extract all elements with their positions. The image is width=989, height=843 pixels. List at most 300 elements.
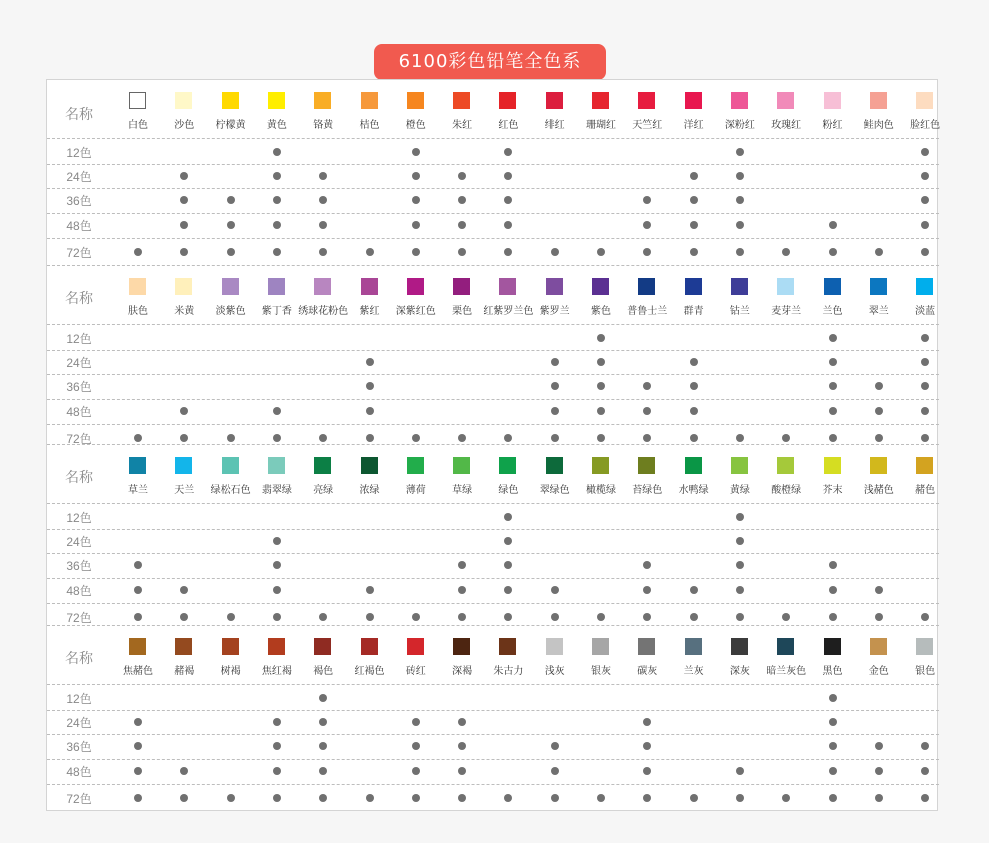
color-name: 绿松石色	[210, 485, 251, 496]
color-name: 焦赭色	[123, 666, 153, 677]
inclusion-dot	[690, 358, 698, 366]
chart-title: 6100彩色铅笔全色系	[374, 44, 606, 80]
inclusion-dot	[921, 742, 929, 750]
inclusion-dot	[180, 196, 188, 204]
color-name: 砖红	[405, 666, 426, 677]
color-name: 浅赭色	[863, 485, 894, 496]
color-section	[47, 80, 939, 266]
inclusion-dot	[366, 586, 374, 594]
inclusion-dot	[134, 248, 142, 256]
inclusion-dot	[227, 248, 235, 256]
row-divider	[47, 529, 939, 530]
inclusion-dot	[273, 561, 281, 569]
color-name: 群青	[683, 306, 704, 317]
row-divider	[47, 503, 939, 504]
inclusion-dot	[690, 586, 698, 594]
inclusion-dot	[412, 196, 420, 204]
inclusion-dot	[504, 248, 512, 256]
row-divider	[47, 578, 939, 579]
row-divider	[47, 553, 939, 554]
color-name: 紫丁香	[261, 306, 292, 317]
color-name: 天兰	[174, 485, 195, 496]
color-swatch	[175, 92, 192, 109]
color-swatch	[268, 638, 285, 655]
inclusion-dot	[273, 407, 281, 415]
inclusion-dot	[504, 561, 512, 569]
inclusion-dot	[458, 794, 466, 802]
color-name: 兰色	[822, 306, 843, 317]
color-name: 碳灰	[637, 666, 658, 677]
inclusion-dot	[736, 513, 744, 521]
inclusion-dot	[180, 434, 188, 442]
color-swatch	[453, 278, 470, 295]
inclusion-dot	[134, 794, 142, 802]
color-name: 银色	[915, 666, 936, 677]
color-swatch	[546, 278, 563, 295]
color-name: 浓绿	[359, 485, 380, 496]
color-swatch	[175, 278, 192, 295]
inclusion-dot	[504, 586, 512, 594]
inclusion-dot	[829, 358, 837, 366]
color-name: 深粉红	[724, 120, 755, 131]
color-name: 麦芽兰	[771, 306, 802, 317]
color-name: 绿色	[498, 485, 519, 496]
inclusion-dot	[597, 613, 605, 621]
inclusion-dot	[180, 407, 188, 415]
color-swatch	[685, 457, 702, 474]
color-name: 翠绿色	[539, 485, 570, 496]
color-name: 暗兰灰色	[766, 666, 807, 677]
inclusion-dot	[458, 434, 466, 442]
inclusion-dot	[319, 742, 327, 750]
inclusion-dot	[366, 248, 374, 256]
color-swatch	[685, 278, 702, 295]
inclusion-dot	[180, 767, 188, 775]
row-label: 36色	[66, 559, 92, 573]
inclusion-dot	[134, 613, 142, 621]
inclusion-dot	[273, 148, 281, 156]
color-name: 淡紫色	[215, 306, 246, 317]
header-label: 名称	[65, 106, 93, 122]
inclusion-dot	[319, 248, 327, 256]
inclusion-dot	[319, 767, 327, 775]
color-swatch	[314, 92, 331, 109]
inclusion-dot	[597, 248, 605, 256]
color-name: 绣球花粉色	[298, 306, 349, 317]
inclusion-dot	[504, 196, 512, 204]
inclusion-dot	[643, 742, 651, 750]
inclusion-dot	[273, 248, 281, 256]
color-name: 珊瑚红	[586, 120, 616, 131]
color-swatch	[777, 92, 794, 109]
color-name: 橄榄绿	[586, 485, 616, 496]
inclusion-dot	[366, 613, 374, 621]
inclusion-dot	[366, 407, 374, 415]
color-swatch	[222, 278, 239, 295]
inclusion-dot	[504, 794, 512, 802]
color-name: 树褐	[220, 666, 241, 677]
color-name: 鲑肉色	[863, 120, 894, 131]
inclusion-dot	[134, 434, 142, 442]
inclusion-dot	[643, 382, 651, 390]
inclusion-dot	[829, 586, 837, 594]
color-swatch	[916, 92, 933, 109]
inclusion-dot	[829, 248, 837, 256]
color-name: 深灰	[729, 666, 750, 677]
color-swatch	[453, 92, 470, 109]
color-swatch	[222, 638, 239, 655]
inclusion-dot	[690, 613, 698, 621]
inclusion-dot	[458, 742, 466, 750]
inclusion-dot	[319, 221, 327, 229]
inclusion-dot	[921, 334, 929, 342]
row-label: 36色	[66, 740, 92, 754]
color-swatch	[129, 278, 146, 295]
row-divider	[47, 684, 939, 685]
inclusion-dot	[273, 537, 281, 545]
inclusion-dot	[412, 718, 420, 726]
row-divider	[47, 164, 939, 165]
color-name: 赭色	[915, 485, 936, 496]
color-name: 洋红	[683, 120, 704, 131]
inclusion-dot	[504, 513, 512, 521]
inclusion-dot	[690, 434, 698, 442]
color-name: 桔色	[359, 120, 380, 131]
color-name: 柠檬黄	[215, 120, 246, 131]
inclusion-dot	[412, 172, 420, 180]
inclusion-dot	[782, 248, 790, 256]
color-name: 酸橙绿	[771, 485, 802, 496]
inclusion-dot	[597, 407, 605, 415]
inclusion-dot	[458, 196, 466, 204]
inclusion-dot	[551, 586, 559, 594]
inclusion-dot	[597, 382, 605, 390]
inclusion-dot	[458, 221, 466, 229]
inclusion-dot	[458, 586, 466, 594]
color-swatch	[731, 457, 748, 474]
inclusion-dot	[273, 172, 281, 180]
color-swatch	[222, 92, 239, 109]
color-name: 肤色	[128, 306, 148, 317]
color-name: 草绿	[452, 485, 473, 496]
inclusion-dot	[782, 613, 790, 621]
inclusion-dot	[134, 586, 142, 594]
color-swatch	[731, 638, 748, 655]
color-swatch	[314, 638, 331, 655]
color-name: 紫红	[359, 306, 380, 317]
color-swatch	[824, 638, 841, 655]
inclusion-dot	[921, 407, 929, 415]
color-swatch	[685, 92, 702, 109]
inclusion-dot	[782, 794, 790, 802]
row-label: 72色	[66, 432, 92, 446]
inclusion-dot	[551, 382, 559, 390]
inclusion-dot	[829, 742, 837, 750]
color-table	[46, 79, 941, 811]
color-name: 翡翠绿	[261, 485, 292, 496]
row-label: 12色	[66, 332, 92, 346]
color-swatch	[592, 92, 609, 109]
inclusion-dot	[875, 248, 883, 256]
color-name: 朱古力	[493, 666, 524, 677]
color-name: 米黄	[174, 306, 195, 317]
row-divider	[47, 784, 939, 785]
color-swatch	[129, 92, 146, 109]
color-name: 紫罗兰	[539, 306, 570, 317]
color-swatch	[731, 278, 748, 295]
row-label: 48色	[66, 405, 92, 419]
row-divider	[47, 759, 939, 760]
inclusion-dot	[736, 794, 744, 802]
inclusion-dot	[551, 407, 559, 415]
color-swatch	[777, 457, 794, 474]
color-swatch	[870, 92, 887, 109]
color-name: 粉红	[822, 120, 843, 131]
inclusion-dot	[412, 767, 420, 775]
row-label: 72色	[66, 246, 92, 260]
inclusion-dot	[134, 742, 142, 750]
inclusion-dot	[458, 561, 466, 569]
inclusion-dot	[829, 561, 837, 569]
row-divider	[47, 350, 939, 351]
color-swatch	[175, 638, 192, 655]
color-name: 水鸭绿	[678, 485, 709, 496]
color-name: 赭褐	[174, 666, 195, 677]
color-swatch	[870, 638, 887, 655]
inclusion-dot	[458, 248, 466, 256]
color-name: 褐色	[313, 666, 334, 677]
color-swatch	[870, 278, 887, 295]
inclusion-dot	[180, 586, 188, 594]
inclusion-dot	[458, 172, 466, 180]
inclusion-dot	[921, 358, 929, 366]
color-section	[47, 266, 939, 445]
row-divider	[47, 603, 939, 604]
color-name: 深褐	[452, 666, 473, 677]
inclusion-dot	[921, 767, 929, 775]
color-swatch	[222, 457, 239, 474]
inclusion-dot	[736, 613, 744, 621]
inclusion-dot	[227, 196, 235, 204]
color-name: 金色	[868, 666, 889, 677]
color-swatch	[638, 638, 655, 655]
color-name: 银灰	[591, 666, 611, 677]
row-label: 24色	[66, 170, 92, 184]
color-swatch	[499, 278, 516, 295]
inclusion-dot	[319, 613, 327, 621]
inclusion-dot	[227, 794, 235, 802]
inclusion-dot	[875, 613, 883, 621]
row-label: 48色	[66, 765, 92, 779]
inclusion-dot	[921, 172, 929, 180]
color-name: 沙色	[174, 120, 195, 131]
color-swatch	[916, 278, 933, 295]
color-swatch	[638, 457, 655, 474]
inclusion-dot	[597, 358, 605, 366]
inclusion-dot	[921, 434, 929, 442]
color-name: 红褐色	[354, 666, 385, 677]
inclusion-dot	[829, 794, 837, 802]
inclusion-dot	[829, 407, 837, 415]
color-name: 淡蓝	[915, 306, 936, 317]
inclusion-dot	[551, 613, 559, 621]
inclusion-dot	[458, 767, 466, 775]
inclusion-dot	[643, 434, 651, 442]
color-swatch	[361, 457, 378, 474]
inclusion-dot	[829, 221, 837, 229]
inclusion-dot	[551, 742, 559, 750]
inclusion-dot	[829, 718, 837, 726]
inclusion-dot	[319, 434, 327, 442]
inclusion-dot	[273, 221, 281, 229]
color-swatch	[824, 92, 841, 109]
color-name: 焦红褐	[261, 666, 292, 677]
color-name: 黄绿	[729, 485, 750, 496]
inclusion-dot	[504, 221, 512, 229]
inclusion-dot	[736, 434, 744, 442]
inclusion-dot	[227, 434, 235, 442]
color-name: 紫色	[591, 306, 611, 317]
row-label: 72色	[66, 611, 92, 625]
color-swatch	[777, 638, 794, 655]
inclusion-dot	[875, 794, 883, 802]
inclusion-dot	[921, 221, 929, 229]
color-swatch	[407, 457, 424, 474]
color-swatch	[314, 278, 331, 295]
row-label: 12色	[66, 511, 92, 525]
inclusion-dot	[366, 434, 374, 442]
inclusion-dot	[643, 613, 651, 621]
inclusion-dot	[736, 586, 744, 594]
color-swatch	[453, 457, 470, 474]
inclusion-dot	[180, 248, 188, 256]
row-label: 36色	[66, 380, 92, 394]
color-swatch	[685, 638, 702, 655]
inclusion-dot	[551, 358, 559, 366]
inclusion-dot	[643, 586, 651, 594]
row-label: 12色	[66, 692, 92, 706]
inclusion-dot	[273, 613, 281, 621]
inclusion-dot	[921, 248, 929, 256]
inclusion-dot	[134, 767, 142, 775]
color-name: 黄色	[266, 120, 287, 131]
inclusion-dot	[597, 334, 605, 342]
color-name: 栗色	[452, 306, 473, 317]
inclusion-dot	[643, 196, 651, 204]
color-swatch	[824, 457, 841, 474]
row-divider	[47, 138, 939, 139]
row-divider	[47, 188, 939, 189]
row-divider	[47, 324, 939, 325]
inclusion-dot	[504, 434, 512, 442]
inclusion-dot	[829, 613, 837, 621]
inclusion-dot	[551, 767, 559, 775]
color-swatch	[638, 92, 655, 109]
color-swatch	[361, 278, 378, 295]
color-swatch	[592, 457, 609, 474]
inclusion-dot	[921, 794, 929, 802]
inclusion-dot	[782, 434, 790, 442]
inclusion-dot	[597, 434, 605, 442]
color-section	[47, 626, 939, 812]
inclusion-dot	[875, 586, 883, 594]
inclusion-dot	[180, 613, 188, 621]
inclusion-dot	[319, 172, 327, 180]
inclusion-dot	[875, 434, 883, 442]
color-name: 草兰	[128, 485, 148, 496]
color-name: 红紫罗兰色	[483, 306, 534, 317]
color-swatch	[175, 457, 192, 474]
color-name: 芥末	[822, 485, 843, 496]
color-name: 绯红	[544, 120, 565, 131]
color-swatch	[546, 457, 563, 474]
color-name: 红色	[498, 120, 519, 131]
color-swatch	[268, 278, 285, 295]
inclusion-dot	[412, 148, 420, 156]
row-label: 72色	[66, 792, 92, 806]
inclusion-dot	[412, 742, 420, 750]
inclusion-dot	[829, 382, 837, 390]
inclusion-dot	[273, 718, 281, 726]
inclusion-dot	[366, 382, 374, 390]
inclusion-dot	[273, 794, 281, 802]
header-label: 名称	[65, 650, 93, 666]
inclusion-dot	[412, 221, 420, 229]
inclusion-dot	[458, 718, 466, 726]
color-swatch	[499, 638, 516, 655]
inclusion-dot	[319, 718, 327, 726]
row-label: 48色	[66, 219, 92, 233]
inclusion-dot	[319, 794, 327, 802]
inclusion-dot	[875, 767, 883, 775]
inclusion-dot	[180, 794, 188, 802]
color-name: 朱红	[452, 120, 473, 131]
inclusion-dot	[412, 434, 420, 442]
inclusion-dot	[273, 586, 281, 594]
inclusion-dot	[690, 794, 698, 802]
inclusion-dot	[412, 613, 420, 621]
inclusion-dot	[504, 613, 512, 621]
color-name: 薄荷	[405, 485, 426, 496]
inclusion-dot	[875, 742, 883, 750]
header-label: 名称	[65, 290, 93, 306]
color-swatch	[361, 92, 378, 109]
color-name: 深紫红色	[395, 306, 436, 317]
inclusion-dot	[690, 248, 698, 256]
inclusion-dot	[875, 407, 883, 415]
color-name: 玫瑰红	[771, 120, 802, 131]
inclusion-dot	[597, 794, 605, 802]
inclusion-dot	[227, 613, 235, 621]
color-swatch	[407, 278, 424, 295]
inclusion-dot	[921, 613, 929, 621]
color-name: 黑色	[822, 666, 843, 677]
inclusion-dot	[273, 434, 281, 442]
color-swatch	[361, 638, 378, 655]
row-label: 24色	[66, 535, 92, 549]
color-swatch	[268, 457, 285, 474]
inclusion-dot	[736, 248, 744, 256]
header-label: 名称	[65, 469, 93, 485]
inclusion-dot	[736, 221, 744, 229]
row-label: 36色	[66, 194, 92, 208]
inclusion-dot	[643, 221, 651, 229]
inclusion-dot	[643, 718, 651, 726]
color-name: 白色	[128, 120, 148, 131]
color-swatch	[268, 92, 285, 109]
inclusion-dot	[736, 196, 744, 204]
inclusion-dot	[875, 382, 883, 390]
